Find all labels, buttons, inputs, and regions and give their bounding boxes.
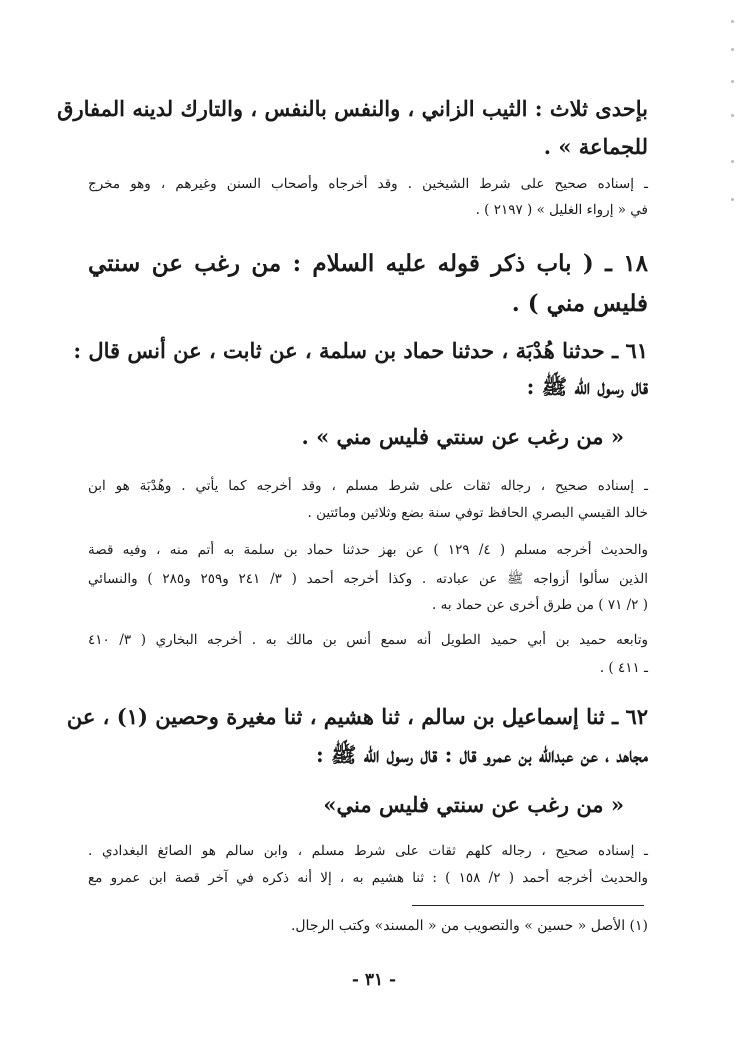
- hadith-matn: « من رغب عن سنتي فليس مني » .: [301, 424, 624, 449]
- footnote-separator: [412, 905, 644, 906]
- commentary-line: وتابعه حميد بن أبي حميد الطويل أنه سمع أنس بن مالك به . أخرجه البخاري ( ٣/ ٤١٠: [88, 632, 648, 648]
- commentary-line: خالد القيسي البصري الحافظ توفي سنة بضع وثلاثين ومائتين .: [307, 505, 648, 521]
- commentary-line: ( ٢/ ٧١ ) من طرق أخرى عن حماد به .: [432, 597, 648, 613]
- commentary-line: في « إرواء الغليل » ( ٢١٩٧ ) .: [475, 202, 648, 218]
- commentary-line: ـ إسناده صحيح ، رجاله كلهم ثقات على شرط مسلم ، وابن سالم هو الصائغ البغدادي .: [88, 843, 648, 859]
- hadith-matn: « من رغب عن سنتي فليس مني»: [323, 792, 624, 817]
- chapter-heading: فليس مني ) .: [511, 290, 648, 317]
- commentary-line: والحديث أخرجه أحمد ( ٢/ ١٥٨ ) : ثنا هشيم به ، إلا أنه ذكره في آخر قصة ابن عمرو مع: [88, 870, 648, 886]
- text-line: للجماعة » .: [543, 134, 648, 159]
- commentary-line: ـ إسناده صحيح على شرط الشيخين . وقد أخرجاه وأصحاب السنن وغيرهم ، وهو مخرج: [88, 176, 648, 192]
- chapter-heading: ١٨ ـ ( باب ذكر قوله عليه السلام : من رغب عن سنتي: [88, 250, 648, 277]
- hadith-isnad: مجاهد ، عن عبدالله بن عمرو قال : قال رسول الله ﷺ :: [315, 742, 648, 767]
- footnote: (١) الأصل « حسين » والتصويب من « المسند» وكتب الرجال.: [290, 918, 648, 934]
- hadith-isnad: ٦٢ ـ ثنا إسماعيل بن سالم ، ثنا هشيم ، ثنا مغيرة وحصين (١) ، عن: [66, 704, 648, 729]
- page-number: - ٣١ -: [351, 970, 397, 990]
- hadith-isnad: قال رسول الله ﷺ :: [526, 374, 648, 399]
- text-line: بإحدى ثلاث : الثيب الزاني ، والنفس بالنفس ، والتارك لدينه المفارق: [57, 96, 648, 121]
- scan-edge-marks: [726, 10, 734, 210]
- commentary-line: ـ إسناده صحيح ، رجاله ثقات على شرط مسلم ، وقد أخرجه كما يأتي . وهُدْبَة هو ابن: [88, 478, 648, 494]
- commentary-line: الذين سألوا أزواجه ﷺ عن عبادته . وكذا أخرجه أحمد ( ٣/ ٢٤١ و٢٥٩ و٢٨٥ ) والنسائي: [88, 571, 649, 587]
- hadith-isnad: ٦١ ـ حدثنا هُدْبَة ، حدثنا حماد بن سلمة ، عن ثابت ، عن أنس قال :: [73, 338, 648, 363]
- commentary-line: ـ ٤١١ ) .: [599, 660, 648, 676]
- commentary-line: والحديث أخرجه مسلم ( ٤/ ١٢٩ ) عن بهز حدثنا حماد بن سلمة به أتم منه ، وفيه قصة: [88, 542, 648, 558]
